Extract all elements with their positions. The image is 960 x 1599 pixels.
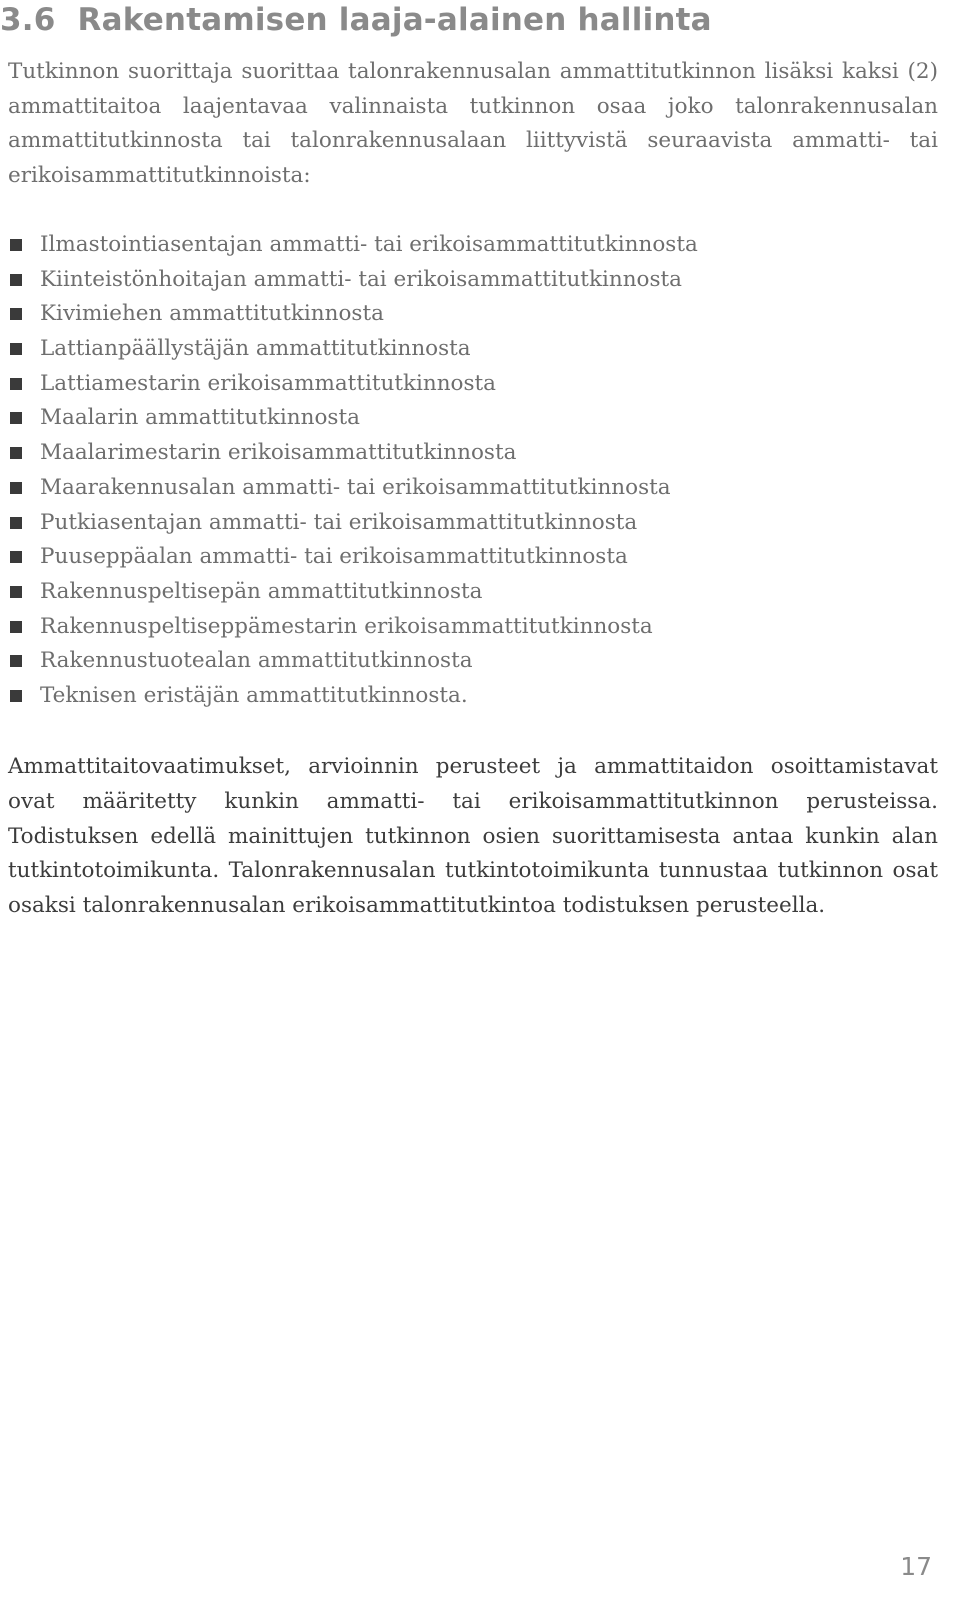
list-item-label: Teknisen eristäjän ammattitutkinnosta.: [40, 682, 468, 708]
square-bullet-icon: [10, 655, 22, 667]
square-bullet-icon: [10, 517, 22, 529]
list-item: [0, 540, 698, 575]
page-number: 17: [900, 1552, 932, 1581]
list-item-label: Kivimiehen ammattitutkinnosta: [40, 301, 384, 327]
list-item-label: Rakennuspeltisepän ammattitutkinnosta: [40, 578, 483, 604]
square-bullet-icon: [10, 378, 22, 390]
square-bullet-icon: [10, 586, 22, 598]
intro-paragraph: Tutkinnon suorittaja suorittaa talonrakennusalan ammattitutkinnon lisäksi kaksi (2) ammattitaitoa laajentavaa valinnaista tutkinnon osaa joko talonrakennusalan ammattitutkinnosta tai talonrakennusalaan liittyvistä seuraavista ammatti- tai erikoisammattitutkinnoista:: [8, 59, 938, 188]
square-bullet-icon: [10, 551, 22, 563]
list-item: [0, 610, 698, 645]
square-bullet-icon: [10, 447, 22, 459]
square-bullet-icon: [10, 274, 22, 286]
qualification-list: [0, 228, 698, 714]
list-item: [0, 506, 698, 541]
square-bullet-icon: [10, 308, 22, 320]
list-item: [0, 644, 698, 679]
section-number: 3.6: [0, 2, 56, 38]
square-bullet-icon: [10, 343, 22, 355]
list-item: [0, 401, 698, 436]
list-item-label: Ilmastointiasentajan ammatti- tai erikoisammattitutkinnosta: [40, 232, 698, 257]
list-item-label: Maalarimestarin erikoisammattitutkinnosta: [40, 440, 517, 466]
square-bullet-icon: [10, 239, 22, 251]
list-item: [0, 263, 698, 298]
square-bullet-icon: [10, 621, 22, 633]
square-bullet-icon: [10, 412, 22, 424]
list-item: [0, 471, 698, 506]
list-item: [0, 297, 698, 332]
list-item: [0, 367, 698, 402]
list-item-label: Lattianpäällystäjän ammattitutkinnosta: [40, 336, 471, 362]
list-item: [0, 436, 698, 471]
list-item-label: Maalarin ammattitutkinnosta: [40, 405, 360, 431]
list-item: [0, 228, 698, 263]
list-item: [0, 679, 698, 714]
section-title: Rakentamisen laaja-alainen hallinta: [77, 2, 712, 38]
closing-paragraph: Ammattitaitovaatimukset, arvioinnin perusteet ja ammattitaidon osoittamistavat ovat määritetty kunkin ammatti- tai erikoisammattitutkinnon perusteissa. Todistuksen edellä mainittujen tutkinnon osien suorittamisesta antaa kunkin alan tutkintotoimikunta. Talonrakennusalan tutkintotoimikunta tunnustaa tutkinnon osat osaksi talonrakennusalan erikoisammattitutkintoa todistuksen perusteella.: [8, 754, 938, 919]
list-item-label: Maarakennusalan ammatti- tai erikoisammattitutkinnosta: [40, 474, 671, 500]
list-item-label: Kiinteistönhoitajan ammatti- tai erikoisammattitutkinnosta: [40, 266, 682, 292]
list-item-label: Putkiasentajan ammatti- tai erikoisammattitutkinnosta: [40, 509, 638, 535]
square-bullet-icon: [10, 482, 22, 494]
list-item-label: Lattiamestarin erikoisammattitutkinnosta: [40, 370, 496, 396]
list-item: [0, 332, 698, 367]
list-item-label: Rakennustuotealan ammattitutkinnosta: [40, 648, 473, 674]
square-bullet-icon: [10, 690, 22, 702]
list-item-label: Rakennuspeltiseppämestarin erikoisammattitutkinnosta: [40, 613, 653, 639]
list-item: [0, 575, 698, 610]
section-heading: [0, 0, 712, 40]
list-item-label: Puuseppäalan ammatti- tai erikoisammattitutkinnosta: [40, 544, 628, 570]
